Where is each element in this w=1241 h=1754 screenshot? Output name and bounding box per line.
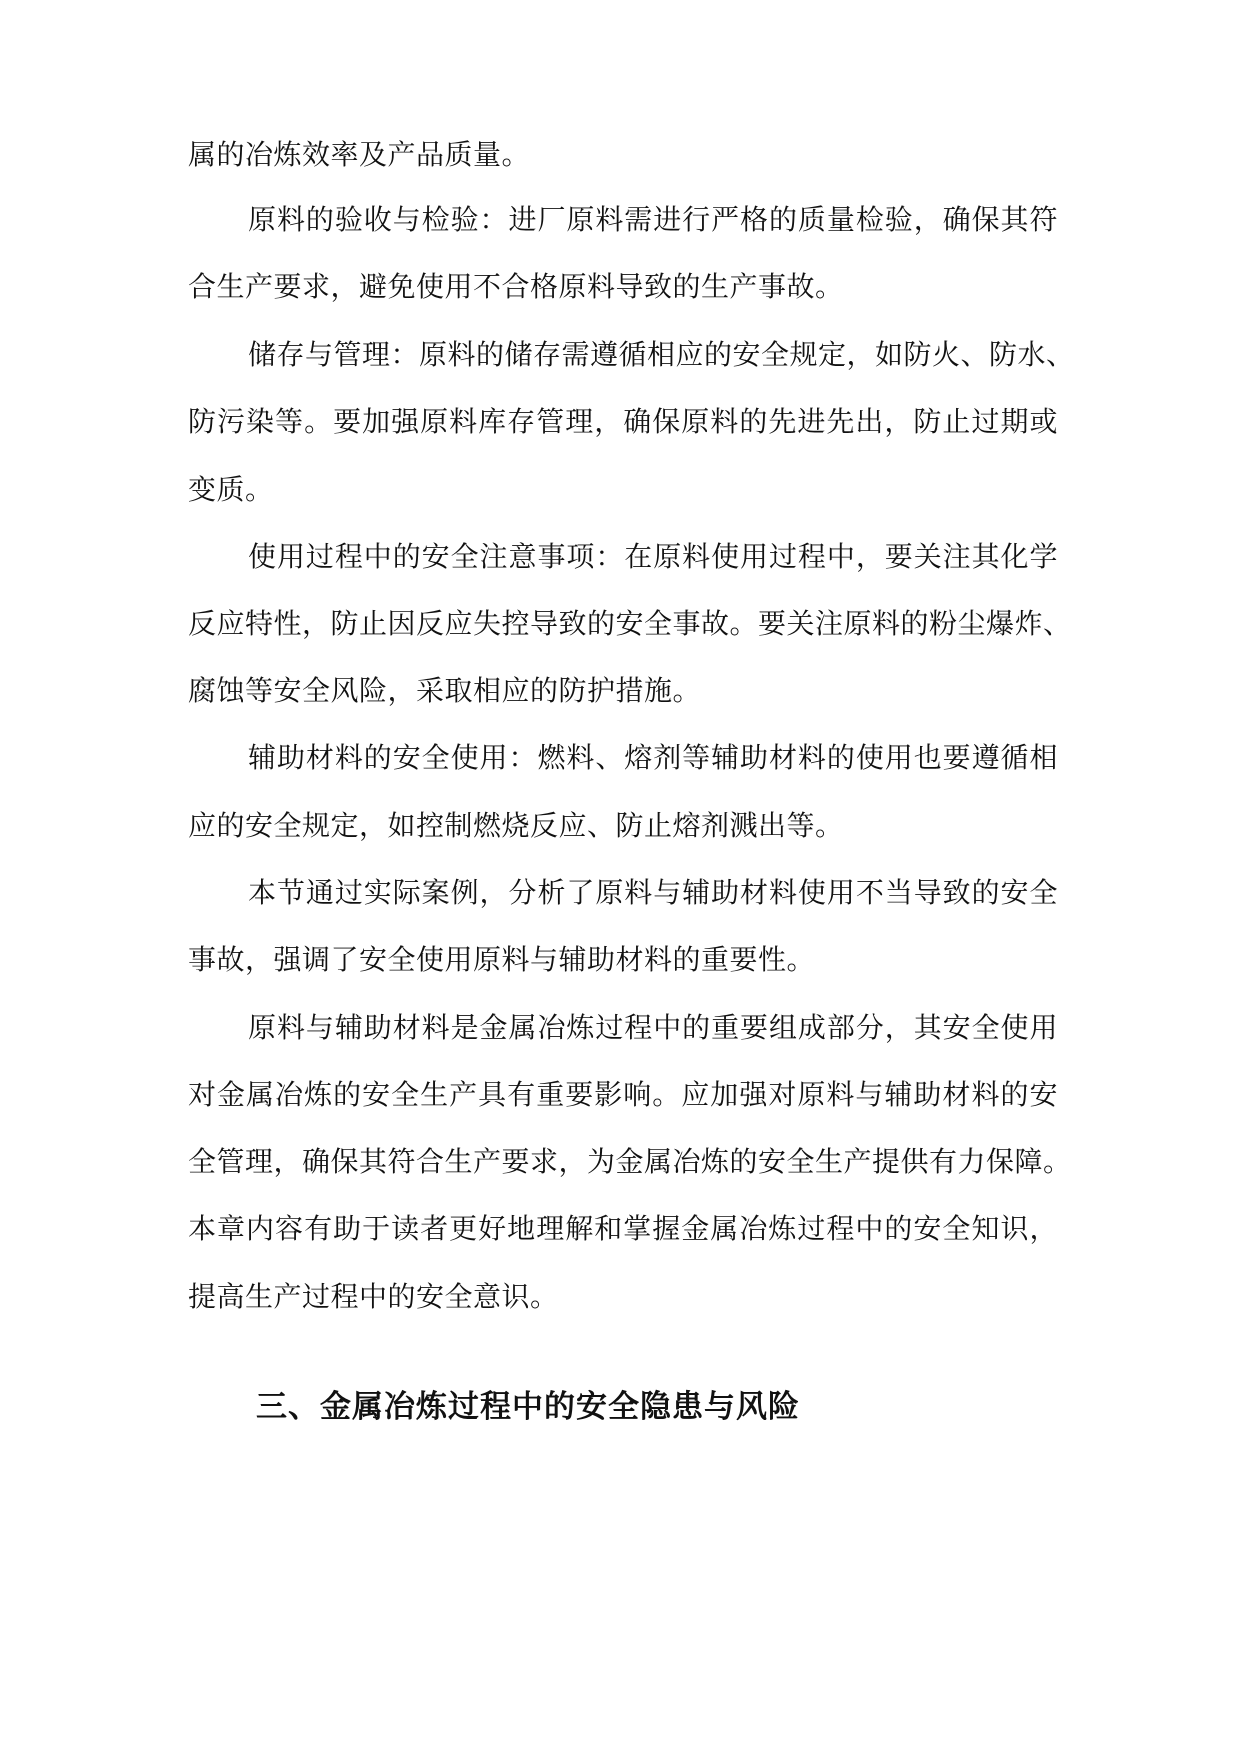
paragraph-line: 变质。 <box>188 473 274 506</box>
paragraph-line: 储存与管理：原料的储存需遵循相应的安全规定，如防火、防水、 <box>248 338 1075 371</box>
paragraph-line: 本节通过实际案例，分析了原料与辅助材料使用不当导致的安全 <box>248 876 1058 909</box>
paragraph-line: 辅助材料的安全使用：燃料、熔剂等辅助材料的使用也要遵循相 <box>248 741 1058 774</box>
paragraph-line: 全管理，确保其符合生产要求，为金属冶炼的安全生产提供有力保障。 <box>188 1145 1072 1178</box>
paragraph-line: 反应特性，防止因反应失控导致的安全事故。要关注原料的粉尘爆炸、 <box>188 607 1072 640</box>
paragraph-line: 腐蚀等安全风险，采取相应的防护措施。 <box>188 674 702 707</box>
paragraph-line: 属的冶炼效率及产品质量。 <box>188 138 531 171</box>
paragraph-line: 合生产要求，避免使用不合格原料导致的生产事故。 <box>188 270 844 303</box>
paragraph-line: 使用过程中的安全注意事项：在原料使用过程中，要关注其化学 <box>248 540 1058 573</box>
section-heading: 三、金属冶炼过程中的安全隐患与风险 <box>256 1389 800 1425</box>
paragraph-line: 原料与辅助材料是金属冶炼过程中的重要组成部分，其安全使用 <box>248 1011 1058 1044</box>
paragraph-line: 应的安全规定，如控制燃烧反应、防止熔剂溅出等。 <box>188 809 844 842</box>
paragraph-line: 提高生产过程中的安全意识。 <box>188 1280 559 1313</box>
paragraph-line: 事故，强调了安全使用原料与辅助材料的重要性。 <box>188 943 816 976</box>
paragraph-line: 原料的验收与检验：进厂原料需进行严格的质量检验，确保其符 <box>248 203 1058 236</box>
paragraph-line: 本章内容有助于读者更好地理解和掌握金属冶炼过程中的安全知识， <box>188 1212 1058 1245</box>
paragraph-line: 防污染等。要加强原料库存管理，确保原料的先进先出，防止过期或 <box>188 405 1058 438</box>
paragraph-line: 对金属冶炼的安全生产具有重要影响。应加强对原料与辅助材料的安 <box>188 1078 1058 1111</box>
